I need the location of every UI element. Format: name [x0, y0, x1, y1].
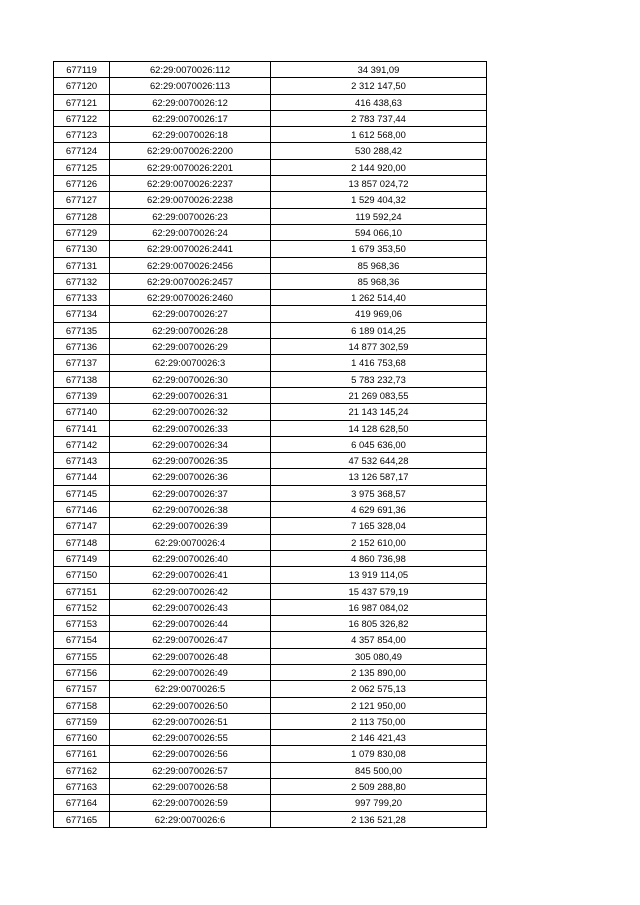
row-id-cell: 677149	[54, 550, 110, 566]
cadastral-number-cell: 62:29:0070026:48	[110, 648, 271, 664]
row-id-cell: 677142	[54, 436, 110, 452]
cadastral-value-cell: 997 799,20	[271, 795, 487, 811]
row-id-cell: 677137	[54, 355, 110, 371]
cadastral-number-cell: 62:29:0070026:39	[110, 518, 271, 534]
row-id-cell: 677160	[54, 730, 110, 746]
cadastral-number-cell: 62:29:0070026:4	[110, 534, 271, 550]
table-row	[54, 697, 487, 713]
table-row	[54, 257, 487, 273]
cadastral-value-cell: 119 592,24	[271, 208, 487, 224]
cadastral-value-cell: 2 121 950,00	[271, 697, 487, 713]
row-id-cell: 677159	[54, 713, 110, 729]
cadastral-number-cell: 62:29:0070026:47	[110, 632, 271, 648]
table-row	[54, 420, 487, 436]
row-id-cell: 677153	[54, 616, 110, 632]
cadastral-number-cell: 62:29:0070026:2200	[110, 143, 271, 159]
table-row	[54, 436, 487, 452]
cadastral-number-cell: 62:29:0070026:57	[110, 762, 271, 778]
row-id-cell: 677163	[54, 779, 110, 795]
table-row	[54, 355, 487, 371]
table-row	[54, 779, 487, 795]
cadastral-number-cell: 62:29:0070026:58	[110, 779, 271, 795]
table-row	[54, 110, 487, 126]
cadastral-number-cell: 62:29:0070026:18	[110, 127, 271, 143]
cadastral-number-cell: 62:29:0070026:56	[110, 746, 271, 762]
cadastral-number-cell: 62:29:0070026:31	[110, 387, 271, 403]
table-row	[54, 208, 487, 224]
cadastral-value-cell: 16 987 084,02	[271, 599, 487, 615]
row-id-cell: 677161	[54, 746, 110, 762]
cadastral-number-cell: 62:29:0070026:42	[110, 583, 271, 599]
cadastral-number-cell: 62:29:0070026:2201	[110, 159, 271, 175]
row-id-cell: 677145	[54, 485, 110, 501]
row-id-cell: 677121	[54, 94, 110, 110]
cadastral-number-cell: 62:29:0070026:24	[110, 224, 271, 240]
row-id-cell: 677140	[54, 404, 110, 420]
table-row	[54, 404, 487, 420]
table-row	[54, 811, 487, 827]
table-row	[54, 387, 487, 403]
table-row	[54, 469, 487, 485]
cadastral-value-cell: 47 532 644,28	[271, 453, 487, 469]
cadastral-number-cell: 62:29:0070026:30	[110, 371, 271, 387]
row-id-cell: 677164	[54, 795, 110, 811]
cadastral-value-cell: 85 968,36	[271, 257, 487, 273]
table-row	[54, 746, 487, 762]
row-id-cell: 677138	[54, 371, 110, 387]
row-id-cell: 677155	[54, 648, 110, 664]
cadastral-number-cell: 62:29:0070026:43	[110, 599, 271, 615]
table-row	[54, 62, 487, 78]
cadastral-value-cell: 2 136 521,28	[271, 811, 487, 827]
cadastral-number-cell: 62:29:0070026:40	[110, 550, 271, 566]
cadastral-number-cell: 62:29:0070026:34	[110, 436, 271, 452]
cadastral-number-cell: 62:29:0070026:2460	[110, 290, 271, 306]
row-id-cell: 677144	[54, 469, 110, 485]
row-id-cell: 677123	[54, 127, 110, 143]
row-id-cell: 677134	[54, 306, 110, 322]
row-id-cell: 677143	[54, 453, 110, 469]
cadastral-number-cell: 62:29:0070026:36	[110, 469, 271, 485]
row-id-cell: 677162	[54, 762, 110, 778]
cadastral-number-cell: 62:29:0070026:23	[110, 208, 271, 224]
table-row	[54, 94, 487, 110]
cadastral-value-cell: 845 500,00	[271, 762, 487, 778]
cadastral-value-cell: 14 877 302,59	[271, 339, 487, 355]
row-id-cell: 677128	[54, 208, 110, 224]
cadastral-number-cell: 62:29:0070026:41	[110, 567, 271, 583]
cadastral-value-cell: 416 438,63	[271, 94, 487, 110]
row-id-cell: 677129	[54, 224, 110, 240]
cadastral-value-cell: 4 357 854,00	[271, 632, 487, 648]
cadastral-value-cell: 2 783 737,44	[271, 110, 487, 126]
cadastral-number-cell: 62:29:0070026:38	[110, 502, 271, 518]
table-row	[54, 453, 487, 469]
cadastral-number-cell: 62:29:0070026:113	[110, 78, 271, 94]
table-row	[54, 502, 487, 518]
cadastral-value-cell: 16 805 326,82	[271, 616, 487, 632]
table-row	[54, 273, 487, 289]
cadastral-value-cell: 1 079 830,08	[271, 746, 487, 762]
table-row	[54, 306, 487, 322]
row-id-cell: 677120	[54, 78, 110, 94]
row-id-cell: 677133	[54, 290, 110, 306]
cadastral-number-cell: 62:29:0070026:27	[110, 306, 271, 322]
row-id-cell: 677132	[54, 273, 110, 289]
row-id-cell: 677154	[54, 632, 110, 648]
row-id-cell: 677135	[54, 322, 110, 338]
table-row	[54, 224, 487, 240]
table-row	[54, 241, 487, 257]
row-id-cell: 677165	[54, 811, 110, 827]
table-row	[54, 339, 487, 355]
cadastral-number-cell: 62:29:0070026:59	[110, 795, 271, 811]
cadastral-number-cell: 62:29:0070026:32	[110, 404, 271, 420]
cadastral-number-cell: 62:29:0070026:29	[110, 339, 271, 355]
table-row	[54, 127, 487, 143]
cadastral-value-cell: 21 269 083,55	[271, 387, 487, 403]
cadastral-value-cell: 15 437 579,19	[271, 583, 487, 599]
row-id-cell: 677157	[54, 681, 110, 697]
cadastral-value-cell: 6 189 014,25	[271, 322, 487, 338]
row-id-cell: 677126	[54, 176, 110, 192]
cadastral-value-cell: 1 612 568,00	[271, 127, 487, 143]
row-id-cell: 677125	[54, 159, 110, 175]
row-id-cell: 677139	[54, 387, 110, 403]
row-id-cell: 677147	[54, 518, 110, 534]
table-row	[54, 681, 487, 697]
row-id-cell: 677136	[54, 339, 110, 355]
row-id-cell: 677152	[54, 599, 110, 615]
table-row	[54, 713, 487, 729]
row-id-cell: 677151	[54, 583, 110, 599]
cadastral-value-cell: 2 062 575,13	[271, 681, 487, 697]
row-id-cell: 677130	[54, 241, 110, 257]
table-row	[54, 159, 487, 175]
cadastral-value-cell: 13 857 024,72	[271, 176, 487, 192]
cadastral-value-table	[53, 61, 487, 828]
cadastral-number-cell: 62:29:0070026:12	[110, 94, 271, 110]
cadastral-number-cell: 62:29:0070026:2238	[110, 192, 271, 208]
row-id-cell: 677122	[54, 110, 110, 126]
table-row	[54, 485, 487, 501]
cadastral-value-cell: 5 783 232,73	[271, 371, 487, 387]
cadastral-value-cell: 2 312 147,50	[271, 78, 487, 94]
cadastral-value-cell: 7 165 328,04	[271, 518, 487, 534]
cadastral-number-cell: 62:29:0070026:6	[110, 811, 271, 827]
cadastral-value-cell: 13 126 587,17	[271, 469, 487, 485]
table-body	[54, 62, 487, 828]
cadastral-value-cell: 2 135 890,00	[271, 664, 487, 680]
cadastral-number-cell: 62:29:0070026:5	[110, 681, 271, 697]
row-id-cell: 677124	[54, 143, 110, 159]
cadastral-number-cell: 62:29:0070026:44	[110, 616, 271, 632]
row-id-cell: 677127	[54, 192, 110, 208]
table-row	[54, 599, 487, 615]
cadastral-number-cell: 62:29:0070026:2457	[110, 273, 271, 289]
cadastral-value-cell: 305 080,49	[271, 648, 487, 664]
row-id-cell: 677131	[54, 257, 110, 273]
cadastral-value-cell: 3 975 368,57	[271, 485, 487, 501]
cadastral-value-cell: 1 529 404,32	[271, 192, 487, 208]
row-id-cell: 677119	[54, 62, 110, 78]
cadastral-value-cell: 13 919 114,05	[271, 567, 487, 583]
row-id-cell: 677148	[54, 534, 110, 550]
table-row	[54, 143, 487, 159]
table-row	[54, 534, 487, 550]
table-row	[54, 664, 487, 680]
cadastral-value-cell: 85 968,36	[271, 273, 487, 289]
cadastral-number-cell: 62:29:0070026:55	[110, 730, 271, 746]
table-row	[54, 632, 487, 648]
row-id-cell: 677141	[54, 420, 110, 436]
cadastral-value-cell: 2 113 750,00	[271, 713, 487, 729]
cadastral-number-cell: 62:29:0070026:35	[110, 453, 271, 469]
table-row	[54, 795, 487, 811]
cadastral-value-cell: 2 146 421,43	[271, 730, 487, 746]
row-id-cell: 677150	[54, 567, 110, 583]
cadastral-number-cell: 62:29:0070026:50	[110, 697, 271, 713]
cadastral-number-cell: 62:29:0070026:37	[110, 485, 271, 501]
table-row	[54, 550, 487, 566]
table-row	[54, 78, 487, 94]
table-row	[54, 322, 487, 338]
cadastral-number-cell: 62:29:0070026:2456	[110, 257, 271, 273]
cadastral-value-cell: 1 262 514,40	[271, 290, 487, 306]
cadastral-number-cell: 62:29:0070026:2441	[110, 241, 271, 257]
table-row	[54, 648, 487, 664]
cadastral-value-cell: 2 152 610,00	[271, 534, 487, 550]
table-row	[54, 518, 487, 534]
cadastral-value-cell: 2 509 288,80	[271, 779, 487, 795]
cadastral-value-cell: 2 144 920,00	[271, 159, 487, 175]
table-row	[54, 730, 487, 746]
cadastral-number-cell: 62:29:0070026:49	[110, 664, 271, 680]
table-row	[54, 583, 487, 599]
table-row	[54, 616, 487, 632]
cadastral-value-cell: 4 629 691,36	[271, 502, 487, 518]
cadastral-value-cell: 34 391,09	[271, 62, 487, 78]
table-row	[54, 192, 487, 208]
cadastral-number-cell: 62:29:0070026:17	[110, 110, 271, 126]
cadastral-number-cell: 62:29:0070026:112	[110, 62, 271, 78]
cadastral-number-cell: 62:29:0070026:3	[110, 355, 271, 371]
cadastral-value-cell: 14 128 628,50	[271, 420, 487, 436]
cadastral-value-cell: 419 969,06	[271, 306, 487, 322]
cadastral-value-cell: 21 143 145,24	[271, 404, 487, 420]
table-row	[54, 290, 487, 306]
row-id-cell: 677158	[54, 697, 110, 713]
cadastral-number-cell: 62:29:0070026:2237	[110, 176, 271, 192]
table-row	[54, 176, 487, 192]
row-id-cell: 677146	[54, 502, 110, 518]
cadastral-value-cell: 594 066,10	[271, 224, 487, 240]
cadastral-value-cell: 4 860 736,98	[271, 550, 487, 566]
cadastral-number-cell: 62:29:0070026:33	[110, 420, 271, 436]
cadastral-value-cell: 530 288,42	[271, 143, 487, 159]
cadastral-value-cell: 6 045 636,00	[271, 436, 487, 452]
row-id-cell: 677156	[54, 664, 110, 680]
cadastral-value-cell: 1 416 753,68	[271, 355, 487, 371]
cadastral-value-cell: 1 679 353,50	[271, 241, 487, 257]
table-row	[54, 371, 487, 387]
table-row	[54, 567, 487, 583]
cadastral-number-cell: 62:29:0070026:28	[110, 322, 271, 338]
cadastral-number-cell: 62:29:0070026:51	[110, 713, 271, 729]
table-row	[54, 762, 487, 778]
